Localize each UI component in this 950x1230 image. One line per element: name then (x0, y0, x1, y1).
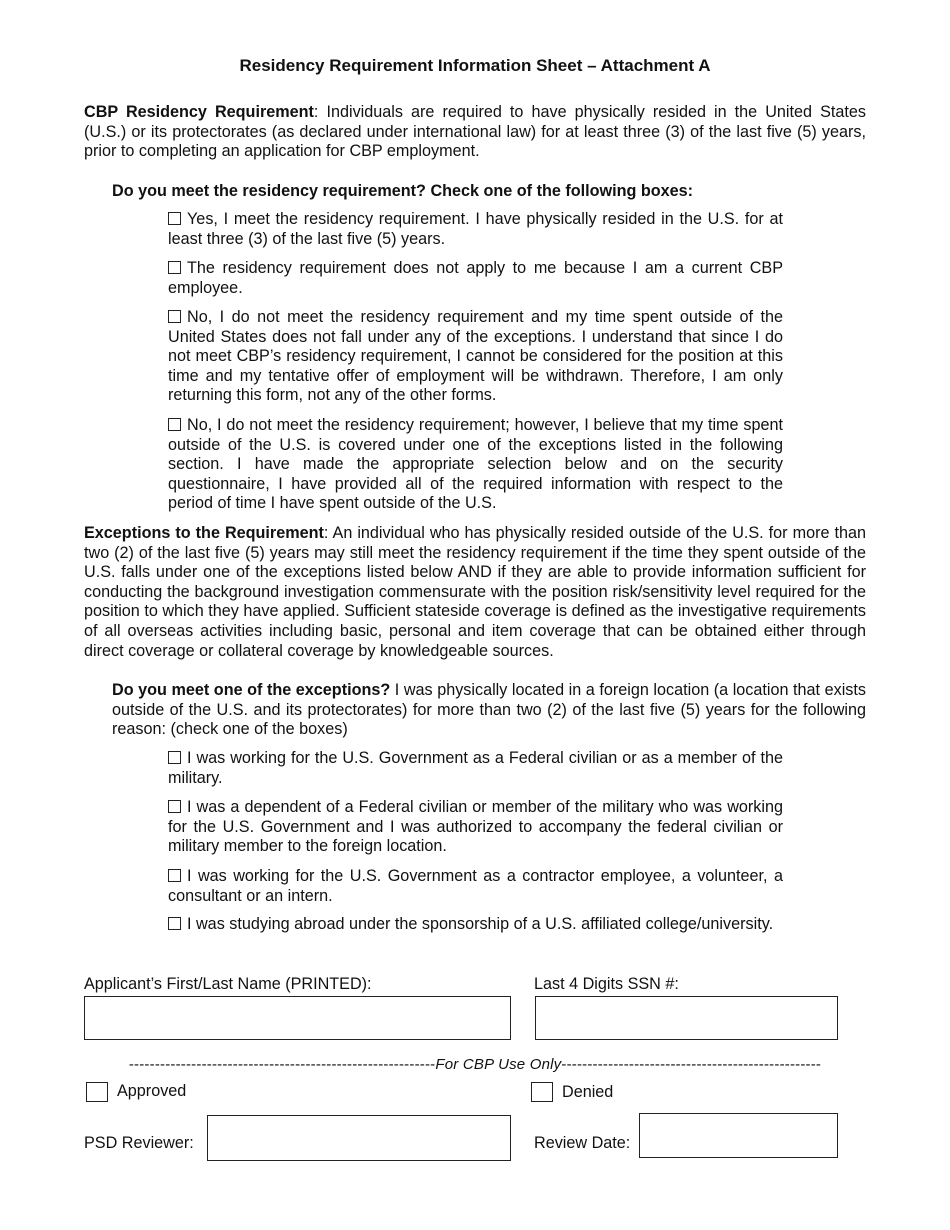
exceptions-question (112, 681, 866, 740)
option-yes-meets[interactable] (168, 210, 783, 249)
cbp-use-only-label: For CBP Use Only (435, 1056, 562, 1073)
cbp-use-only-divider (84, 1055, 866, 1075)
exceptions-question-text: I was physically located in a foreign location (a location that exists outside of the U.S. and its protectorates) for more than two (2) of the last five (5) years for the following reason: (check one of the boxes) (112, 681, 866, 739)
checkbox[interactable] (168, 917, 181, 930)
option-studying-abroad[interactable] (168, 915, 783, 935)
page-title: Residency Requirement Information Sheet – Attachment A (239, 56, 711, 75)
option-text: No, I do not meet the residency requirement; however, I believe that my time spent outside of the U.S. is covered under one of the exceptions listed in the following section. I have made the appropriate selection below and on the security questionnaire, I have provided all of the required information with respect to the period of time I have spent outside of the U.S. (168, 416, 783, 513)
psd-reviewer-label: PSD Reviewer: (84, 1134, 194, 1152)
denied-label: Denied (562, 1083, 614, 1101)
option-no-exception[interactable] (168, 416, 783, 514)
approved-checkbox[interactable] (86, 1082, 108, 1102)
approved-label: Approved (117, 1082, 187, 1100)
applicant-name-label: Applicant’s First/Last Name (PRINTED): (84, 975, 372, 993)
option-text: I was a dependent of a Federal civilian or member of the military who was working for the U.S. Government and I was authorized to accompany the federal civilian or military member to the foreign location. (168, 798, 783, 856)
review-date-label: Review Date: (534, 1134, 631, 1152)
checkbox[interactable] (168, 310, 181, 323)
denied-checkbox[interactable] (531, 1082, 553, 1102)
residency-requirement-text: : Individuals are required to have physically resided in the United States (U.S.) or its protectorates (as declared under international law) for at least three (3) of the last five (5) years, prior to completing an application for CBP employment. (84, 103, 866, 161)
option-text: The residency requirement does not apply to me because I am a current CBP employee. (168, 259, 783, 297)
option-no-not-exception[interactable] (168, 308, 783, 406)
ssn-field[interactable] (535, 996, 838, 1040)
option-federal-civilian[interactable] (168, 749, 783, 788)
option-dependent[interactable] (168, 798, 783, 857)
exceptions-paragraph (84, 524, 866, 661)
applicant-name-field[interactable] (84, 996, 511, 1040)
divider-dashes-right: -------------------------------------------------- (561, 1056, 822, 1073)
review-date-field[interactable] (639, 1113, 838, 1158)
option-text: I was studying abroad under the sponsorship of a U.S. affiliated college/university. (187, 915, 774, 933)
divider-dashes-left: ----------------------------------------------------------- (128, 1056, 436, 1073)
option-current-employee[interactable] (168, 259, 783, 298)
option-contractor[interactable] (168, 867, 783, 906)
exceptions-question-label: Do you meet one of the exceptions? (112, 681, 391, 699)
residency-question: Do you meet the residency requirement? Check one of the following boxes: (112, 182, 694, 200)
option-text: Yes, I meet the residency requirement. I have physically resided in the U.S. for at least three (3) of the last five (5) years. (168, 210, 783, 248)
checkbox[interactable] (168, 751, 181, 764)
exceptions-label: Exceptions to the Requirement (84, 524, 324, 542)
ssn-label: Last 4 Digits SSN #: (534, 975, 679, 993)
option-text: I was working for the U.S. Government as a Federal civilian or as a member of the military. (168, 749, 783, 787)
residency-requirement-label: CBP Residency Requirement (84, 103, 314, 121)
checkbox[interactable] (168, 261, 181, 274)
checkbox[interactable] (168, 418, 181, 431)
option-text: No, I do not meet the residency requirement and my time spent outside of the United States does not fall under any of the exceptions. I understand that since I do not meet CBP’s residency requirement, I cannot be considered for the position at this time and my tentative offer of employment will be withdrawn. Therefore, I am only returning this form, not any of the other forms. (168, 308, 783, 405)
psd-reviewer-field[interactable] (207, 1115, 511, 1161)
checkbox[interactable] (168, 212, 181, 225)
checkbox[interactable] (168, 800, 181, 813)
option-text: I was working for the U.S. Government as a contractor employee, a volunteer, a consultant or an intern. (168, 867, 783, 905)
exceptions-text: : An individual who has physically resided outside of the U.S. for more than two (2) of the last five (5) years may still meet the residency requirement if the time they spent outside of the U.S. falls under one of the exceptions listed below AND if they are able to provide information sufficient for conducting the background investigation commensurate with the position risk/sensitivity level required for the position to which they have applied. Sufficient stateside coverage is defined as the investigative requirements of all overseas activities including basic, personal and item coverage that can be obtained either through direct coverage or collateral coverage by knowledgeable sources. (84, 524, 866, 660)
residency-requirement-paragraph (84, 103, 866, 162)
checkbox[interactable] (168, 869, 181, 882)
